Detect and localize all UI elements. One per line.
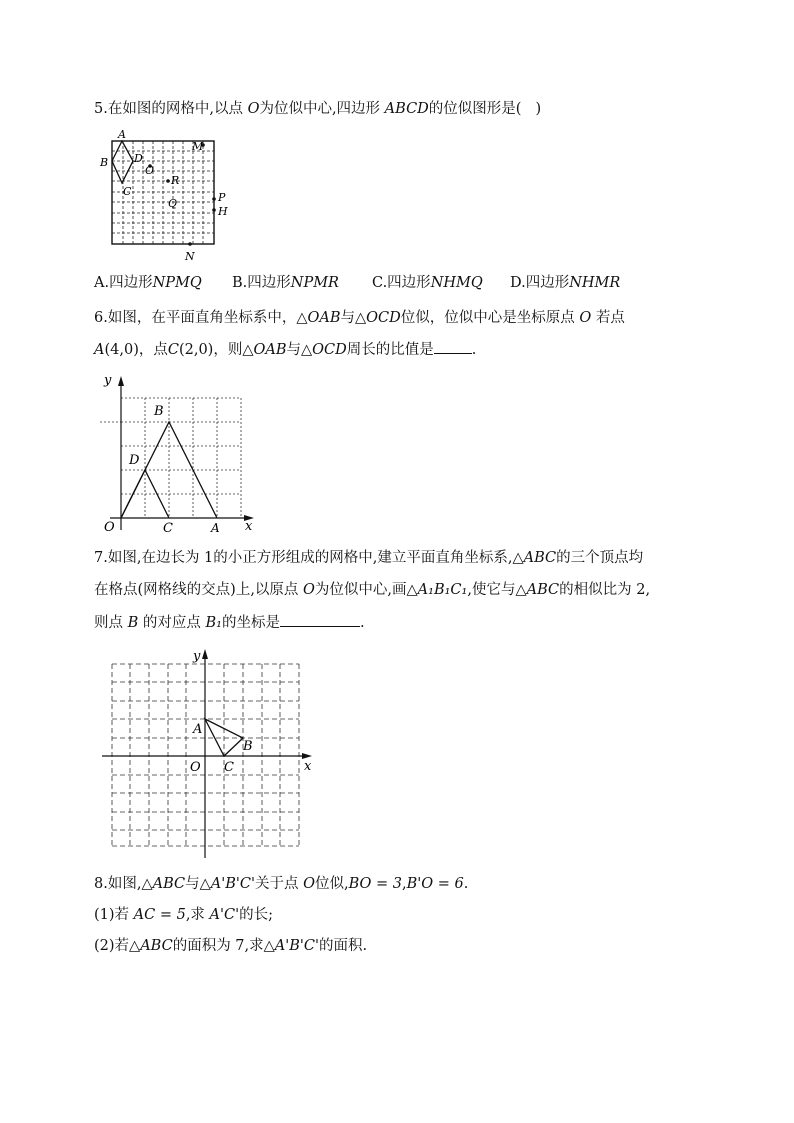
q7-stem-line1: 7.如图,在边长为 1的小正方形组成的网格中,建立平面直角坐标系,△ABC的三个顶点均 xyxy=(94,550,644,566)
q5-label-m: M xyxy=(192,140,204,153)
q6-label-b: B xyxy=(154,404,164,419)
q5-label-n: N xyxy=(185,250,195,263)
q7-label-y: y xyxy=(193,649,201,664)
q5-label-o: O xyxy=(145,164,155,177)
q8-stem: 8.如图,△ABC与△A'B'C'关于点 O位似,BO = 3,B'O = 6. xyxy=(94,876,469,892)
q7-stem-line3: 则点 B 的对应点 B₁的坐标是 . xyxy=(94,612,365,633)
q5-label-d: D xyxy=(134,152,143,165)
q6-label-x: x xyxy=(245,519,253,534)
q5-option-a[interactable]: A.四边形NPMQ xyxy=(94,275,202,291)
q5-label-h: H xyxy=(218,205,228,218)
q5-option-d[interactable]: D.四边形NHMR xyxy=(510,275,621,291)
q5-label-a: A xyxy=(118,128,126,141)
q6-label-o: O xyxy=(104,520,115,535)
q7-stem-line2: 在格点(网格线的交点)上,以原点 O为位似中心,画△A₁B₁C₁,使它与△ABC的相似比为 2, xyxy=(94,582,651,598)
q5-label-r: R xyxy=(171,174,180,187)
q6-label-d: D xyxy=(129,453,140,468)
q5-label-p: P xyxy=(218,191,226,204)
q7-label-c: C xyxy=(224,760,234,775)
q6-label-y: y xyxy=(104,373,112,388)
q6-label-c: C xyxy=(163,521,173,536)
q6-stem-line2: A(4,0)，点C(2,0)，则△OAB与△OCD周长的比值是 . xyxy=(94,339,476,360)
q6-label-a: A xyxy=(211,521,220,535)
q7-label-a: A xyxy=(193,722,203,737)
q7-label-b: B xyxy=(243,739,253,754)
q5-option-b[interactable]: B.四边形NPMR xyxy=(232,275,339,291)
q5-label-c: C xyxy=(123,185,132,198)
q6-stem-line1: 6.如图，在平面直角坐标系中，△OAB与△OCD位似，位似中心是坐标原点 O 若点 xyxy=(94,310,625,326)
q5-option-c[interactable]: C.四边形NHMQ xyxy=(372,275,483,291)
q7-label-o: O xyxy=(190,760,201,775)
q7-label-x: x xyxy=(304,759,312,774)
q5-label-b: B xyxy=(100,156,109,169)
q5-stem: 5.在如图的网格中,以点 O为位似中心,四边形 ABCD的位似图形是( ) xyxy=(94,101,542,117)
q5-abcd: ABCD xyxy=(384,101,429,117)
q8-sub2: (2)若△ABC的面积为 7,求△A'B'C'的面积. xyxy=(94,938,368,954)
q5-label-q: Q xyxy=(168,197,178,210)
q8-sub1: (1)若 AC = 5,求 A'C'的长; xyxy=(94,907,273,923)
q5-o: O xyxy=(247,101,260,117)
